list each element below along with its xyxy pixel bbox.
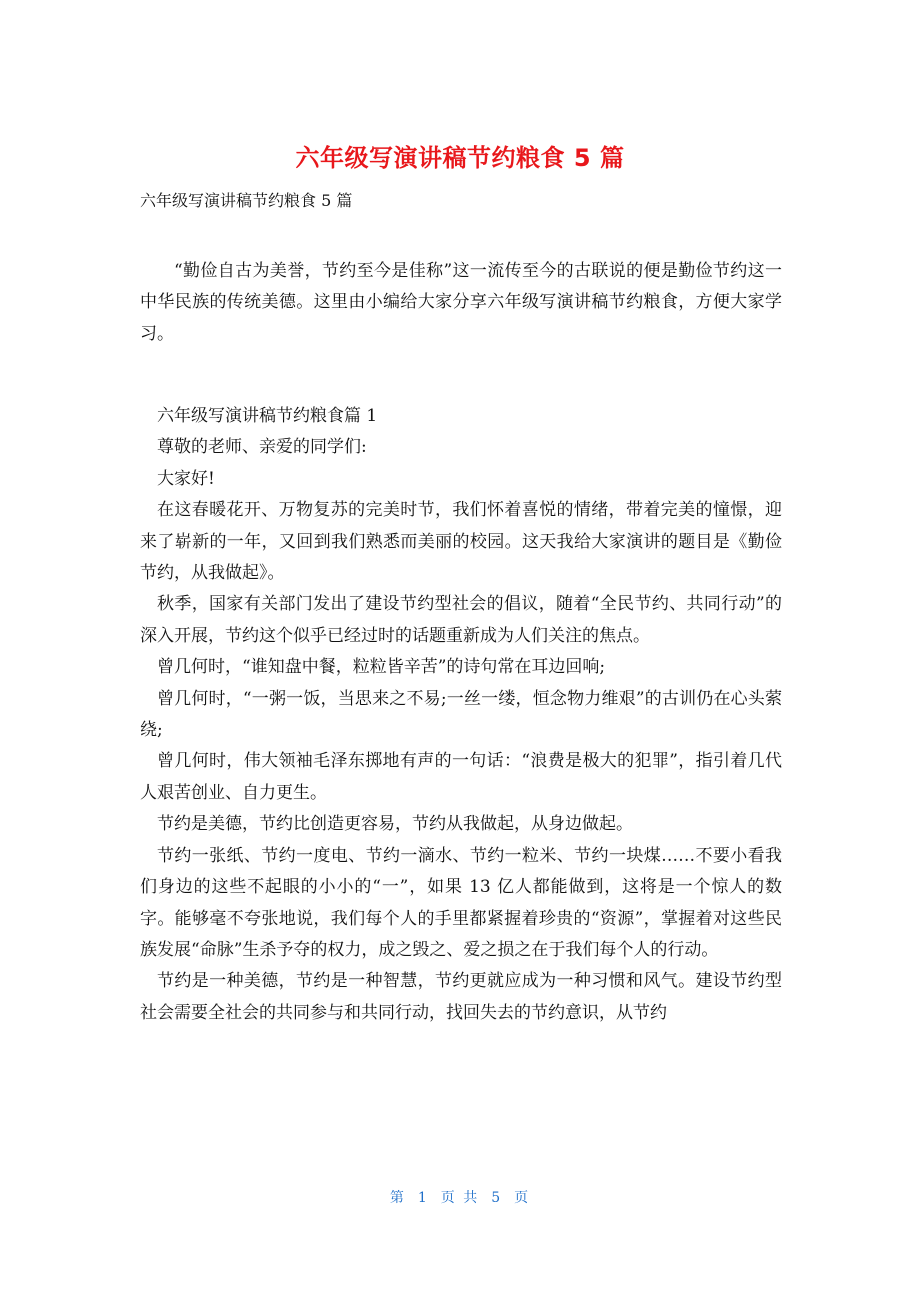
body-paragraph: 节约一张纸、节约一度电、节约一滴水、节约一粒米、节约一块煤……不要小看我们身边的这些不起眼的小小的“一”，如果 13 亿人都能做到，这将是一个惊人的数字。能够毫不夸张地说，我们每个人的手里都紧握着珍贵的“资源”，掌握着对这些民族发展“命脉”生杀予夺的权力，成之毁之、爱之损之在于我们每个人的行动。	[140, 845, 782, 960]
document-subtitle: 六年级写演讲稿节约粮食 5 篇	[140, 191, 353, 210]
footer-current-page: 1	[417, 1190, 429, 1206]
body-paragraph: 曾几何时，伟大领袖毛泽东掷地有声的一句话：“浪费是极大的犯罪”，指引着几代人艰苦创业、自力更生。	[140, 751, 782, 803]
page-footer	[0, 1187, 920, 1209]
footer-label-page: 第	[389, 1190, 406, 1206]
body-paragraph: 曾几何时，“一粥一饭，当思来之不易;一丝一缕，恒念物力维艰”的古训仍在心头萦绕;	[140, 688, 782, 741]
footer-label-pages: 页	[514, 1190, 531, 1206]
intro-paragraph: “勤俭自古为美誉，节约至今是佳称”这一流传至今的古联说的便是勤俭节约这一中华民族的传统美德。这里由小编给大家分享六年级写演讲稿节约粮食，方便大家学习。	[140, 261, 782, 344]
body-paragraph: 秋季，国家有关部门发出了建设节约型社会的倡议，随着“全民节约、共同行动”的深入开展，节约这个似乎已经过时的话题重新成为人们关注的焦点。	[140, 594, 782, 646]
body-paragraph: 节约是美德，节约比创造更容易，节约从我做起，从身边做起。	[157, 814, 633, 835]
footer-label-of: 页 共	[440, 1190, 480, 1206]
body-paragraph: 曾几何时，“谁知盘中餐，粒粒皆辛苦”的诗句常在耳边回响;	[157, 657, 606, 678]
document-title: 六年级写演讲稿节约粮食 5 篇	[295, 144, 625, 172]
section-heading: 六年级写演讲稿节约粮食篇 1	[157, 406, 378, 426]
speech-content	[140, 401, 782, 1029]
body-paragraph: 节约是一种美德，节约是一种智慧，节约更就应成为一种习惯和风气。建设节约型社会需要全社会的共同参与和共同行动，找回失去的节约意识，从节约	[140, 971, 782, 1023]
body-paragraph: 在这春暖花开、万物复苏的完美时节，我们怀着喜悦的情绪，带着完美的憧憬，迎来了崭新的一年，又回到我们熟悉而美丽的校园。这天我给大家演讲的题目是《勤俭节约，从我做起》。	[140, 500, 782, 584]
footer-total-pages: 5	[491, 1190, 503, 1206]
intro-block	[140, 256, 782, 350]
salutation: 尊敬的老师、亲爱的同学们:	[157, 437, 367, 458]
greeting: 大家好!	[157, 468, 215, 489]
